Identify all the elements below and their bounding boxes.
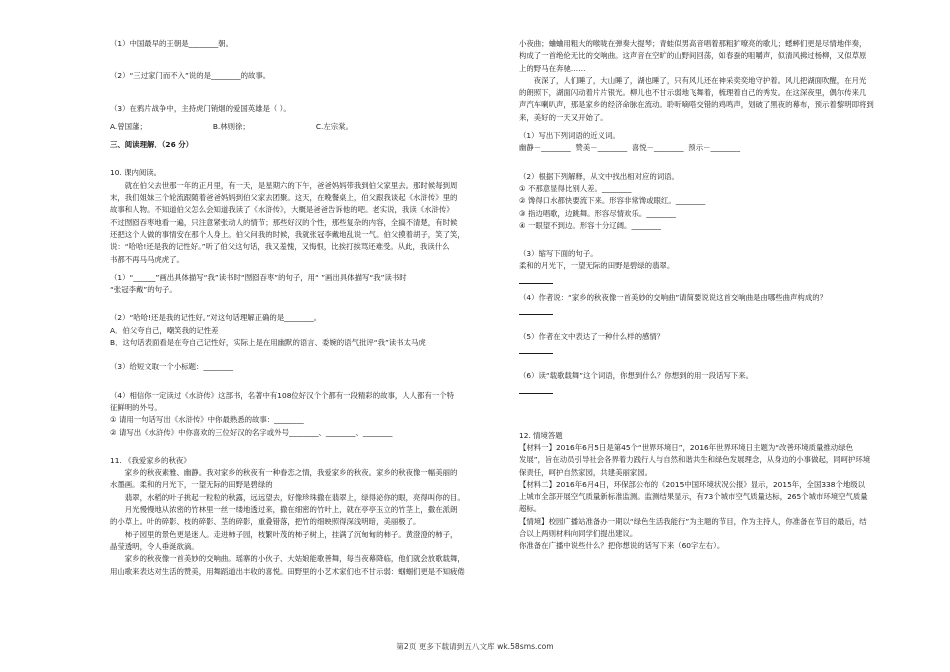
- left-column: [110, 38, 494, 578]
- question-2: （2）“三过家门而不入”说的是________的故事。: [110, 71, 271, 81]
- q10-sub1: （1）“______”画出具体描写“我”读书时“囫囵吞枣”的句子，用“ ”画出具体描写“我”读书时: [110, 272, 407, 282]
- q10-sub1-cont: “张冠李戴”的句子。: [110, 285, 177, 295]
- q11-passage-cont: 夜深了，人们睡了，大山睡了，湖也睡了，只有风儿还在神采奕奕地守护着。风儿把湖面吹醒，在月光: [519, 75, 867, 85]
- q11-sub6: （6）读“载歌载舞”这个词语，你想到什么？你想到的用一段话写下来。: [519, 371, 754, 381]
- q10-passage-line: 还把这个人做的事情安在那个人身上。伯父问我的时候，我就张冠李戴地乱说一气。伯父摸着胡子，笑了笑，: [110, 229, 465, 239]
- q10-passage-line: 就在伯父去世那一年的正月里，有一天，是星期六的下午，爸爸妈妈带我到伯父家里去。那时候每到周: [110, 180, 458, 190]
- q10-sub2-option-b: B．这句话表面看是在夸自己记性好，实际上是在用幽默的语言、委婉的语气批评“我”读书太马虎: [110, 338, 426, 348]
- q10-passage-line: 末，我们姐妹三个轮流跟随着爸爸妈妈到伯父家去团聚。这天，在晚餐桌上，伯父跟我谈起《水浒传》里的: [110, 193, 458, 203]
- q10-title: 10. 课内阅读。: [110, 168, 162, 178]
- q10-sub2: （2）“哈哈!还是我的记性好。”对这句话理解正确的是________。: [110, 313, 322, 323]
- q11-passage-line: 的小草上。叶的碎影、枝的碎影、茎的碎影，重叠错落，把竹的细映照得深浅明暗，美丽极了。: [110, 517, 421, 527]
- q12-material1: 发展”，旨在动员引导社会各界着力践行人与自然和谐共生和绿色发展理念，从身边的小事做起，同呵护环境: [519, 455, 871, 465]
- q11-passage-cont: 小夜曲；蛐蛐用粗大的喉咙在弹奏大提琴；青蛙似男高音唱着那粗犷嘹亮的歌儿；蟋蟀们更是尽情地伴奏，: [519, 39, 867, 48]
- question-1: （1）中国最早的王朝是________朝。: [110, 39, 233, 48]
- answer-line: [519, 306, 553, 315]
- q11-passage-cont: 上的野马在奔驰……: [519, 63, 586, 73]
- q12-material2: 超标。: [519, 504, 542, 514]
- q11-passage-line: 水墨画。柔和的月光下，一望无际的田野是碧绿的: [110, 480, 273, 490]
- q11-passage-line: 用山歌来表达对生活的赞美，用舞蹈道出丰收的喜悦。田野里的小艺术家们也不甘示弱：蝈蝈们更是不知疲倦: [110, 566, 465, 576]
- question-3-choices: [110, 121, 494, 133]
- q10-passage-line: 说：“哈哈!还是我的记性好。”听了伯父这句话，我又羞愧，又悔恨，比挨打挨骂还难受。从此，我读什么: [110, 242, 450, 252]
- q12-material1: 【材料一】2016年6月5日是第45个“世界环境日”，2016年世界环境日主题为“改善环境质量推动绿色: [519, 442, 853, 452]
- q12-title: 12. 情境答题: [519, 430, 563, 440]
- answer-line: [519, 275, 553, 284]
- q11-passage-line: 晶莹透明，令人垂涎欲滴。: [110, 541, 199, 551]
- q10-passage-line: 书都不再马马虎虎了。: [110, 254, 184, 264]
- q12-material2: 上城市全部开展空气质量新标准监测。监测结果显示，有73个城市空气质量达标，265个城市环境空气质量: [519, 492, 868, 502]
- choice-c: C.左宗棠。: [315, 121, 353, 131]
- q11-passage-line: 翡翠，水稻的叶子挑起一粒粒的秋露，远远望去，好像珍珠撒在翡翠上，绿得泌你的眼，亮得叫你的目。: [110, 492, 465, 502]
- q10-passage-line: 故事和人物。不知道伯父怎么会知道我读了《水浒传》，大概是爸爸告诉他的吧。老实说，我读《水浒传》: [110, 205, 454, 215]
- q12-material2: 【材料二】2016年6月4日，环保部公布的《2015中国环境状况公报》显示，2015年，全国338个地级以: [519, 479, 866, 489]
- q11-passage-cont: 构成了一首绝伦无比的交响曲。这声音在空旷的山野间回荡，如春蚕的咀嚼声，似清风拂过杨柳，又似草原: [519, 51, 867, 61]
- page-footer: 第2页 更多下载请到五八文库 wk.58sms.com: [396, 642, 554, 651]
- q11-passage-cont: 来，美好的一天又开始了。: [519, 112, 608, 122]
- q10-sub4-item1: ① 请用一句话写出《水浒传》中你最熟悉的故事：________: [110, 415, 304, 425]
- q11-passage-line: 家乡的秋夜像一首美妙的交响曲。瑶寨的小伙子、大姑娘能歌善舞，每当夜幕降临，他们就会放歌载舞，: [110, 554, 465, 564]
- answer-line: [519, 385, 553, 394]
- q10-sub2-option-a: A．伯父夸自己，嘲笑我的记性差: [110, 325, 219, 335]
- q10-sub4: （4）相信你一定读过《水浒传》这部书，名著中有108位好汉个个都有一段精彩的故事，人人都有一个特: [110, 390, 455, 400]
- answer-line: [519, 345, 553, 354]
- q10-sub4-item2: ② 请写出《水浒传》中你喜欢的三位好汉的名字或外号________、________、________: [110, 427, 393, 437]
- q11-sub4: （4）作者说：“家乡的秋夜像一首美妙的交响曲”请简要说说这首交响曲是由哪些曲声构成的？: [519, 292, 827, 302]
- q11-sub2-item: ① 不那意显得比别人差。________: [519, 183, 632, 193]
- q11-passage-line: 月光慢慢地从浓密的竹林里一丝一缕地透过来，撒在细密的竹叶上，就在亭亭玉立的竹茎上，撒在派朗: [110, 505, 458, 515]
- q11-sub2-item: ③ 指边唱歌，边跳舞。形容尽情欢乐。________: [519, 208, 676, 218]
- q11-sub1: （1）写出下列词语的近义词。: [519, 131, 620, 141]
- q11-sub5: （5）作者在文中表达了一种什么样的感情？: [519, 332, 665, 342]
- q12-situation: 【情境】校园广播站准备办一期以“绿色生活我能行”为主题的节目，作为主持人，你准备在节目的最后，结: [519, 516, 867, 526]
- choice-a: A.曾国藩；: [110, 121, 147, 131]
- q11-passage-cont: 声汽车喇叭声，那是家乡的经济命脉在流动。聆听嘀嗒交错的鸡鸣声，划破了黑夜的幕布，预示着黎明即将到: [519, 100, 874, 110]
- q11-sub3-sentence: 柔和的月光下，一望无际的田野是碧绿的翡翠。: [519, 261, 675, 271]
- q11-passage-cont: 的朗照下，湖面闪动着片片银光。柳儿也不甘示弱地飞舞着，梳理着自己的秀发。在这深夜里，偶尔传来几: [519, 88, 867, 98]
- q10-sub4-cont: 征鲜明的外号。: [110, 402, 162, 412]
- q11-sub3: （3）缩写下面的句子。: [519, 249, 598, 259]
- q11-sub2-item: ② 馋得口水都快要流下来。形容非常馋或眼红。________: [519, 196, 706, 206]
- q11-sub1-blanks: 幽静－________ 赞美－________ 喜悦－________ 预示－________: [519, 143, 741, 153]
- q10-sub3: （3）给短文取一个小标题：________: [110, 362, 233, 372]
- q12-situation: 合以上两则材料向同学们提出建议。: [519, 529, 638, 539]
- q12-situation: 你准备在广播中说些什么？把你想说的话写下来（60字左右）。: [519, 541, 725, 551]
- q11-passage-line: 家乡的秋夜素雅、幽静。我对家乡的秋夜有一种眷恋之情，我爱家乡的秋夜。家乡的秋夜像一幅美丽的: [110, 468, 458, 478]
- question-3: （3）在鸦片战争中，主持虎门销烟的爱国英雄是（ ）。: [110, 103, 291, 113]
- q11-sub2-item: ④ 一眼望不到边。形容十分辽阔。________: [519, 220, 662, 230]
- q11-passage-line: 柿子园里的景色更是迷人。走进柿子园，枝繁叶茂的柿子树上，挂满了沉甸甸的柿子。黄澄澄的柿子，: [110, 529, 458, 539]
- q12-material1: 保责任，呵护自然家园，共建美丽家园。: [519, 467, 653, 477]
- q10-passage-line: 不过囫囵吞枣地看一遍，只注意紧张动人的情节；那些好汉的个性，那些复杂的内容，全搞不清楚，有时候: [110, 217, 458, 227]
- right-column: [519, 38, 911, 553]
- choice-b: B.林则徐；: [212, 121, 250, 131]
- q11-sub2: （2）根据下列解释，从文中找出相对应的词语。: [519, 171, 679, 181]
- section-title: 三、阅读理解．（26 分）: [110, 140, 194, 150]
- q11-title: 11. 《我爱家乡的秋夜》: [110, 455, 191, 465]
